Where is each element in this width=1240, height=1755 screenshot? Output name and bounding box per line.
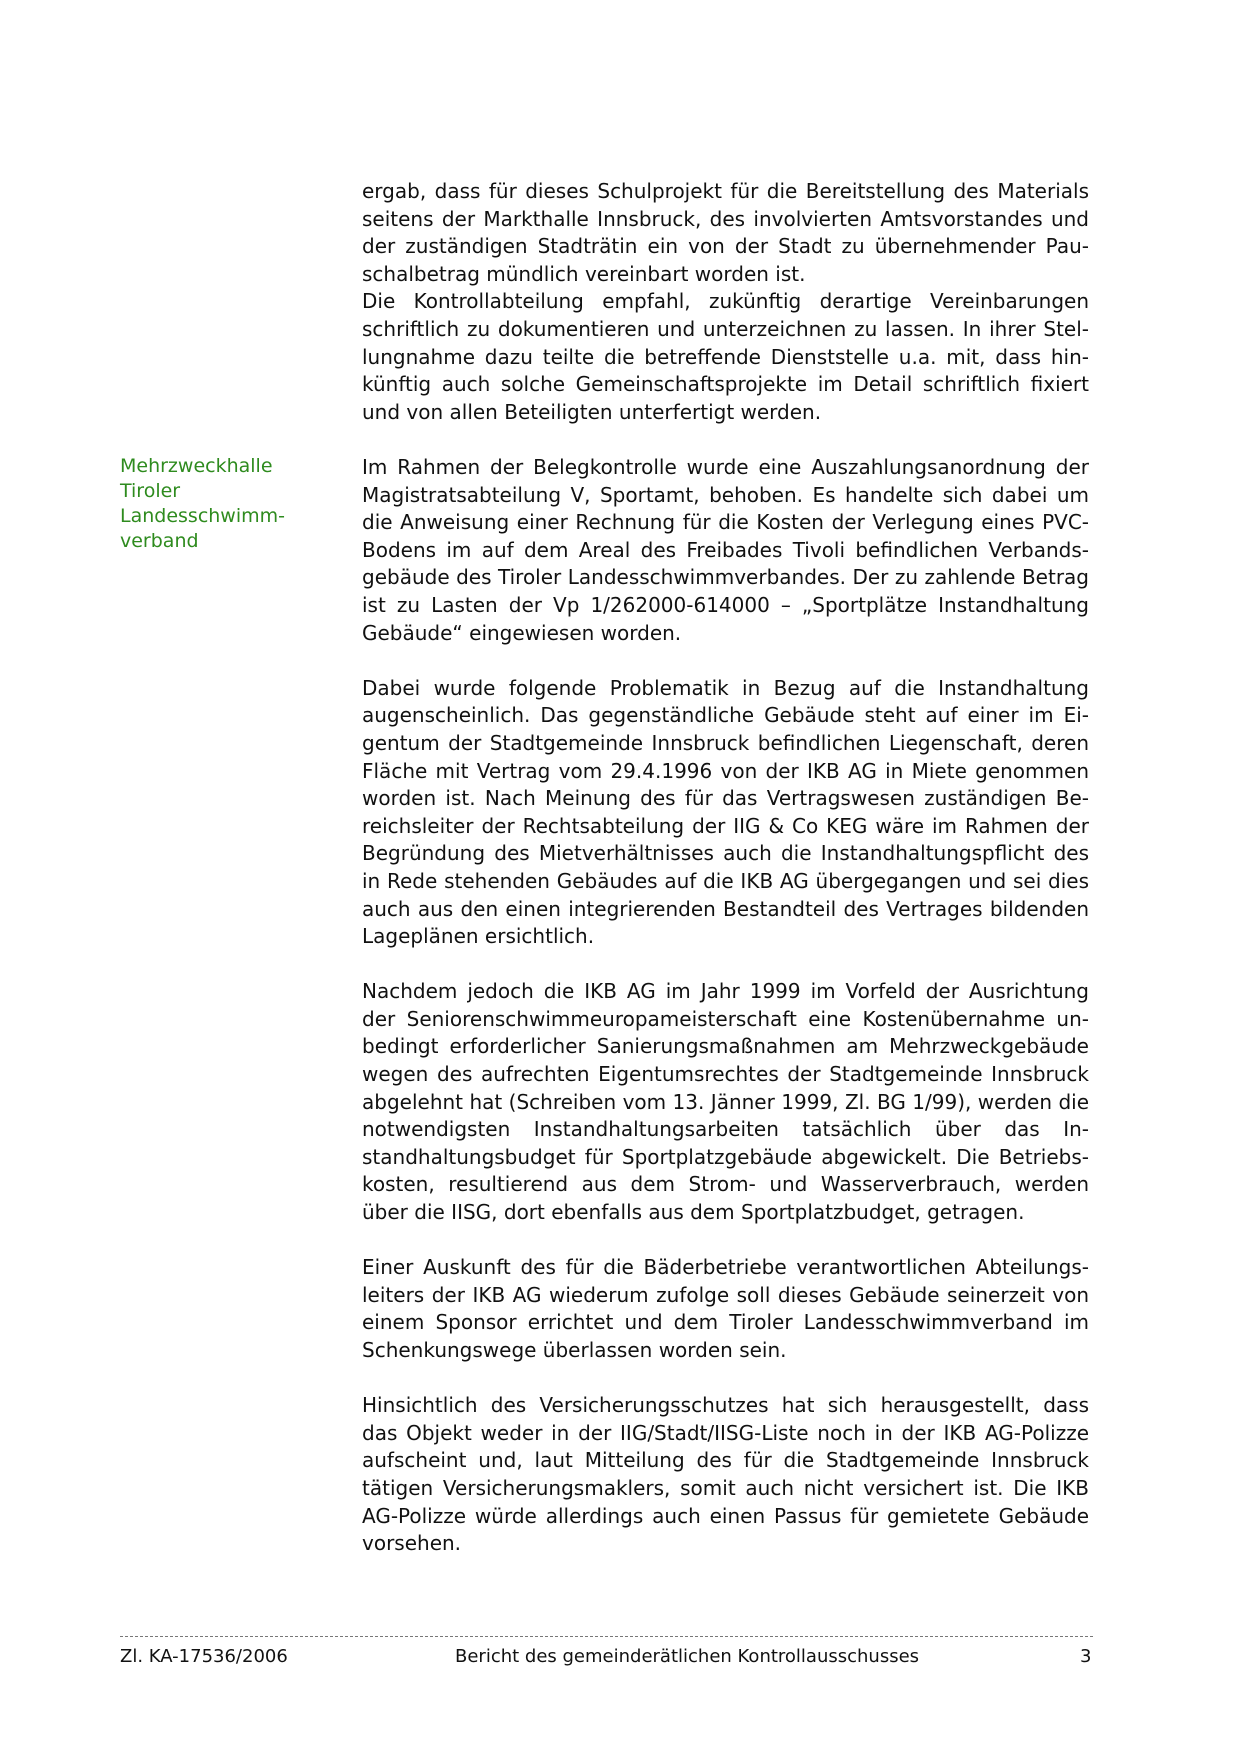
continued-text-block bbox=[362, 178, 1089, 426]
footer-divider bbox=[120, 1636, 1093, 1637]
page-number: 3 bbox=[1080, 1646, 1092, 1667]
footer-title: Bericht des gemeinderätlichen Kontrollausschusses bbox=[455, 1646, 920, 1667]
footer-reference: Zl. KA-17536/2006 bbox=[120, 1646, 288, 1667]
section-margin-heading bbox=[120, 454, 350, 554]
paragraph: ergab, dass für dieses Schulprojekt für die Bereitstellung des Materials seitens der Markthalle Innsbruck, des involvierten Amtsvorstandes und der zuständigen Stadträtin ein von der Stadt zu übernehmender Pauschalbetrag mündlich vereinbart worden ist. bbox=[362, 179, 1089, 286]
margin-heading-line: Mehrzweckhalle bbox=[120, 455, 273, 477]
paragraph: Im Rahmen der Belegkontrolle wurde eine Auszahlungsanordnung der Magistratsabteilung V, Sportamt, behoben. Es handelte sich dabei um die Anweisung einer Rechnung für die Kosten der Verlegung eines PVC-Bodens im auf dem Areal des Freibades Tivoli befindlichen Verbandsgebäude des Tiroler Landesschwimmverbandes. Der zu zahlende Betrag ist zu Lasten der Vp 1/262000-614000 – „Sportplätze Instandhaltung Gebäude“ eingewiesen worden. bbox=[362, 455, 1089, 645]
section-body bbox=[362, 454, 1089, 1558]
paragraph: Einer Auskunft des für die Bäderbetriebe verantwortlichen Abteilungsleiters der IKB AG wiederum zufolge soll dieses Gebäude seinerzeit von einem Sponsor errichtet und dem Tiroler Landesschwimmverband im Schenkungswege überlassen worden sein. bbox=[362, 1255, 1089, 1362]
margin-heading-line: verband bbox=[120, 530, 199, 552]
paragraph: Nachdem jedoch die IKB AG im Jahr 1999 im Vorfeld der Ausrichtung der Seniorenschwimmeuropameisterschaft eine Kostenübernahme unbedingt erforderlicher Sanierungsmaßnahmen am Mehrzweckgebäude wegen des aufrechten Eigentumsrechtes der Stadtgemeinde Innsbruck abgelehnt hat (Schreiben vom 13. Jänner 1999, Zl. BG 1/99), werden die notwendigsten Instandhaltungsarbeiten tatsächlich über das Instandhaltungsbudget für Sportplatzgebäude abgewickelt. Die Betriebskosten, resultierend aus dem Strom- und Wasserverbrauch, werden über die IISG, dort ebenfalls aus dem Sportplatzbudget, getragen. bbox=[362, 979, 1089, 1225]
paragraph: Die Kontrollabteilung empfahl, zukünftig derartige Vereinbarungen schriftlich zu dokumentieren und unterzeichnen zu lassen. In ihrer Stellungnahme dazu teilte die betreffende Dienststelle u.a. mit, dass hinkünftig auch solche Gemeinschaftsprojekte im Detail schriftlich fixiert und von allen Beteiligten unterfertigt werden. bbox=[362, 289, 1089, 424]
paragraph: Dabei wurde folgende Problematik in Bezug auf die Instandhaltung augenscheinlich. Das gegenständliche Gebäude steht auf einer im Eigentum der Stadtgemeinde Innsbruck befindlichen Liegenschaft, deren Fläche mit Vertrag vom 29.4.1996 von der IKB AG in Miete genommen worden ist. Nach Meinung des für das Vertragswesen zuständigen Bereichsleiter der Rechtsabteilung der IIG & Co KEG wäre im Rahmen der Begründung des Mietverhältnisses auch die Instandhaltungspflicht des in Rede stehenden Gebäudes auf die IKB AG übergegangen und sei dies auch aus den einen integrierenden Bestandteil des Vertrages bildenden Lageplänen ersichtlich. bbox=[362, 675, 1089, 949]
margin-heading-line: Tiroler Landesschwimm- bbox=[120, 480, 285, 527]
paragraph: Hinsichtlich des Versicherungsschutzes hat sich herausgestellt, dass das Objekt weder in der IIG/Stadt/IISG-Liste noch in der IKB AG-Polizze aufscheint und, laut Mitteilung des für die Stadtgemeinde Innsbruck tätigen Versicherungsmaklers, somit auch nicht versichert ist. Die IKB AG-Polizze würde allerdings auch einen Passus für gemietete Gebäude vorsehen. bbox=[362, 1393, 1089, 1556]
